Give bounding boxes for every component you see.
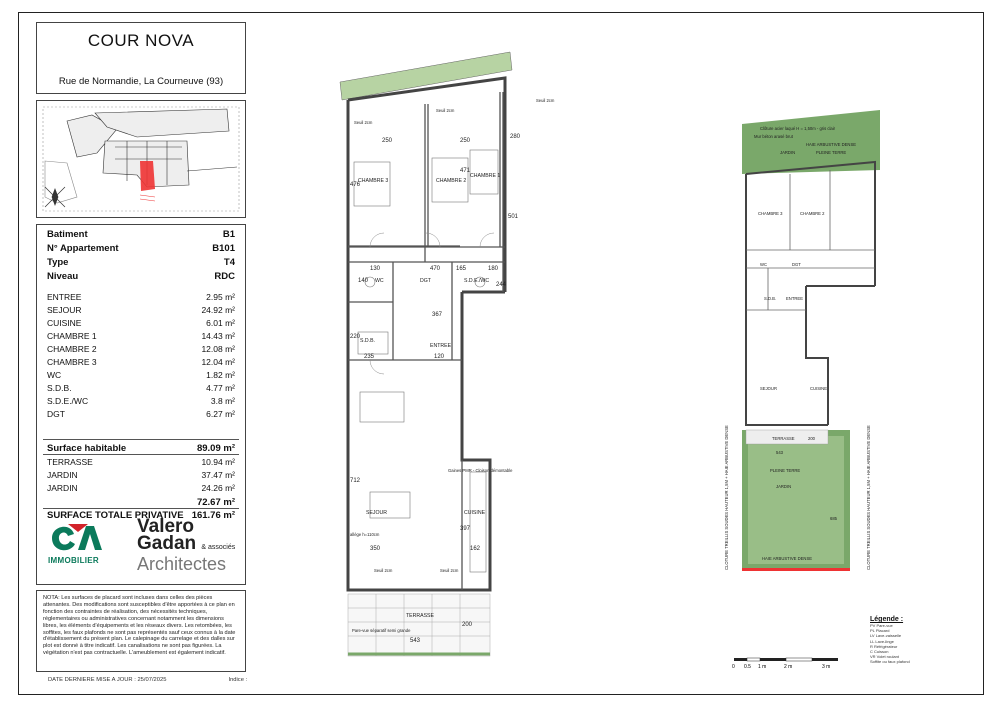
- room-label-terrasse: TERRASSE: [406, 613, 434, 619]
- room-row: [47, 318, 235, 331]
- north-arrow-icon: [45, 187, 65, 207]
- mini-haie-bottom: HAIE ARBUSTIVE DENSE: [762, 556, 813, 561]
- mini-sdb-label: S.D.B.: [764, 296, 777, 301]
- mini-terrasse-label: TERRASSE: [772, 436, 795, 441]
- room-area: 6.27 m²: [206, 409, 235, 419]
- dim-label: 220: [350, 334, 361, 340]
- room-row: [47, 409, 235, 422]
- room-label-cuisine: CUISINE: [464, 510, 486, 516]
- legend-item: R Réfrigérateur: [870, 643, 898, 649]
- room-area: 4.77 m²: [206, 383, 235, 393]
- mini-floor-plan: [720, 100, 890, 580]
- update-date: DATE DERNIERE MISE A JOUR : 25/07/2025: [48, 677, 167, 683]
- mini-mur-label: Mur béton arasé brut: [754, 134, 793, 139]
- room-area: 24.92 m²: [201, 305, 235, 315]
- room-name: S.D.B.: [47, 383, 72, 393]
- mini-cuisine-label: CUISINE: [810, 386, 827, 391]
- divider: [43, 439, 239, 440]
- legend-item: LL Lave-linge: [870, 638, 894, 644]
- pare-vue-annotation: Pare-vue séparatif semi grande: [352, 628, 411, 633]
- main-floor-plan: [330, 42, 555, 662]
- title-block: [36, 22, 246, 94]
- mini-jardin-bottom: JARDIN: [776, 484, 792, 489]
- mini-pleine-terre-label: PLEINE TERRE: [816, 150, 847, 155]
- seuil-label: Seuil 2cm: [536, 98, 555, 103]
- room-row: [47, 357, 235, 370]
- dim-label: 162: [470, 546, 481, 552]
- legend-item: LV Lave-vaisselle: [870, 633, 902, 639]
- architect-name-1: Valero: [137, 516, 195, 537]
- legend-item: PL Placard: [870, 628, 890, 634]
- dim-label: 130: [370, 266, 381, 272]
- type-label: Type: [47, 257, 69, 268]
- surface-habitable-label: Surface habitable: [47, 443, 127, 454]
- room-name: DGT: [47, 409, 65, 419]
- room-area: 14.43 m²: [201, 331, 235, 341]
- dim-label: 165: [456, 266, 467, 272]
- legend-item: C Cuisson: [870, 649, 889, 655]
- exterior-area: 37.47 m²: [201, 470, 235, 480]
- numero-row: [47, 243, 235, 256]
- type-value: T4: [223, 257, 235, 268]
- room-row: [47, 383, 235, 396]
- garden-strip: [340, 52, 512, 100]
- site-plan: [36, 100, 246, 218]
- room-area: 12.08 m²: [201, 344, 235, 354]
- exterior-row: [47, 483, 235, 496]
- room-area: 1.82 m²: [206, 370, 235, 380]
- dim-label: 200: [462, 622, 473, 628]
- architect-assoc: & associés: [201, 544, 236, 551]
- dim-label: 235: [364, 354, 375, 360]
- mini-cloture-label: Clôture acier laqué H = 1,50m - gris clair: [760, 126, 836, 131]
- niveau-value: RDC: [214, 271, 235, 282]
- architect-name-3: Architectes: [137, 554, 227, 574]
- exterior-name: JARDIN: [47, 470, 78, 480]
- apartment-highlight: [140, 161, 155, 191]
- seuil-label: Seuil 2cm: [374, 568, 393, 573]
- project-name: COUR NOVA: [87, 31, 195, 50]
- room-name: WC: [47, 370, 62, 380]
- room-name: S.D.E./WC: [47, 396, 89, 406]
- room-name: CHAMBRE 2: [47, 344, 97, 354]
- mini-sejour-label: SEJOUR: [760, 386, 777, 391]
- surface-habitable-value: 89.09 m²: [196, 443, 235, 454]
- project-address: Rue de Normandie, La Courneuve (93): [58, 76, 224, 87]
- mini-dgt-label: DGT: [792, 262, 801, 267]
- legend-item: PV Pare-vue: [870, 623, 893, 628]
- dim-label: 712: [350, 478, 361, 484]
- exterior-area: 10.94 m²: [201, 457, 235, 467]
- scale-label: 1 m: [758, 664, 767, 670]
- mini-cloture-side: CLOTURE TREILLIS SOUDES HAUTEUR 1,5M + HAIE ARBUSTIVE DENSE: [724, 425, 729, 570]
- room-name: CHAMBRE 1: [47, 331, 97, 341]
- mini-jardin-top-label: JARDIN: [780, 150, 796, 155]
- mini-dim-543: 543: [776, 450, 783, 455]
- mini-haie-label: HAIE ARBUSTIVE DENSE: [806, 142, 857, 147]
- room-area: 12.04 m²: [201, 357, 235, 367]
- divider: [43, 508, 239, 509]
- legend-title: Légende :: [870, 616, 904, 623]
- dim-label: 244: [496, 282, 507, 288]
- dim-label: 350: [370, 546, 381, 552]
- bank-logo-text: IMMOBILIER: [48, 556, 99, 565]
- room-label-sejour: SEJOUR: [366, 510, 388, 516]
- dim-label: 476: [350, 182, 361, 188]
- exterior-row: [47, 457, 235, 470]
- numero-value: B101: [212, 243, 235, 254]
- mini-entree-label: ENTREE: [786, 296, 803, 301]
- room-row: [47, 331, 235, 344]
- surface-totale-label: SURFACE TOTALE PRIVATIVE: [47, 510, 184, 521]
- dim-label: 140: [358, 278, 369, 284]
- room-row: [47, 370, 235, 383]
- batiment-label: Batiment: [47, 229, 88, 240]
- mini-chambre3-label: CHAMBRE 3: [758, 211, 783, 216]
- legend: [870, 616, 970, 665]
- mini-pleine-terre-bottom: PLEINE TERRE: [770, 468, 801, 473]
- niveau-label: Niveau: [47, 271, 79, 282]
- room-label-chambre3: CHAMBRE 3: [358, 178, 389, 184]
- scale-bar: [732, 656, 842, 672]
- room-area: 2.95 m²: [206, 292, 235, 302]
- dim-label: 250: [460, 138, 471, 144]
- dim-label: 470: [430, 266, 441, 272]
- dim-label: 543: [410, 638, 421, 644]
- room-area: 6.01 m²: [206, 318, 235, 328]
- update-line: [48, 677, 247, 683]
- dim-label: 120: [434, 354, 445, 360]
- room-area: 3.8 m²: [210, 396, 235, 406]
- exterior-total-value: 72.67 m²: [196, 497, 235, 508]
- dim-label: 180: [488, 266, 499, 272]
- room-label-sde: S.D.E./WC: [464, 278, 490, 284]
- room-row: [47, 305, 235, 318]
- room-label-chambre2: CHAMBRE 2: [436, 178, 467, 184]
- room-name: SEJOUR: [47, 305, 82, 315]
- architect-logo: [137, 518, 235, 573]
- exterior-name: JARDIN: [47, 483, 78, 493]
- scale-label: 2 m: [784, 664, 793, 670]
- seuil-label: Seuil 2cm: [354, 120, 373, 125]
- credit-agricole-logo: [48, 520, 104, 556]
- scale-label: 0: [732, 664, 735, 670]
- type-row: [47, 257, 235, 270]
- update-index: Indice :: [228, 677, 248, 683]
- surface-totale-value: 161.76 m²: [191, 510, 235, 521]
- room-label-sdb: S.D.B.: [360, 338, 375, 344]
- mini-cloture-side: CLOTURE TREILLIS SOUDES HAUTEUR 1,5M + HAIE ARBUSTIVE DENSE: [866, 425, 871, 570]
- legend-item: VR Volet roulant: [870, 654, 899, 660]
- dim-label: 250: [382, 138, 393, 144]
- note-text: NOTA: Les surfaces de placard sont incluses dans celles des pièces attenantes. Des modifications sont susceptibles d'être apportées à ce plan en fonction des contraintes de réalisation, des nécessités techniques, réglementaires ou administratives concernant notamment les dimensions libres, les éléments d'équipements et les réseaux divers. Les retombées, les soffites, les faux plafonds ne sont pas représentés sauf ceux connus à la date d'établissement du présent plan. Le calepinage du carrelage et des dalles sur plot est donné à titre indicatif. Les canalisations ne sont pas figurées. La végétation n'est pas contractuelle. L'ameublement est également indicatif.: [43, 595, 236, 657]
- exterior-row: [47, 470, 235, 483]
- exterior-name: TERRASSE: [47, 457, 93, 467]
- room-label-chambre1: CHAMBRE 1: [470, 173, 501, 179]
- site-plan-drawing: [37, 101, 247, 219]
- dim-label: 471: [460, 168, 471, 174]
- seuil-label: Seuil 2cm: [440, 568, 459, 573]
- numero-label: N° Appartement: [47, 243, 119, 254]
- mini-dim-685: 685: [830, 516, 837, 521]
- room-row: [47, 396, 235, 409]
- room-label-entree: ENTREE: [430, 343, 452, 349]
- room-row: [47, 292, 235, 305]
- mini-chambre2-label: CHAMBRE 2: [800, 211, 825, 216]
- room-name: CHAMBRE 3: [47, 357, 97, 367]
- dim-label: 397: [460, 526, 471, 532]
- dim-label: 367: [432, 312, 443, 318]
- dim-label: 280: [510, 134, 521, 140]
- mini-wc-label: WC: [760, 262, 767, 267]
- scale-label: 3 m: [822, 664, 831, 670]
- mini-dim-200: 200: [808, 436, 815, 441]
- room-name: CUISINE: [47, 318, 82, 328]
- room-label-dgt: DGT: [420, 278, 431, 284]
- room-name: ENTREE: [47, 292, 82, 302]
- room-label-wc: WC: [375, 278, 384, 284]
- exterior-area: 24.26 m²: [201, 483, 235, 493]
- allege-annotation: allège h=110cm: [350, 532, 380, 537]
- architect-name-2: Gadan: [137, 533, 197, 554]
- seuil-label: Seuil 2cm: [436, 108, 455, 113]
- niveau-row: [47, 271, 235, 284]
- batiment-value: B1: [222, 229, 235, 240]
- room-row: [47, 344, 235, 357]
- scale-label: 0.5: [744, 664, 751, 670]
- legend-item: Soffite ou faux plafond: [870, 659, 910, 665]
- dim-label: 501: [508, 214, 519, 220]
- note-box: [36, 590, 246, 672]
- gaines-annotation: Gaines PMR - Cloison démontable: [448, 468, 513, 473]
- batiment-row: [47, 229, 235, 242]
- divider: [43, 454, 239, 455]
